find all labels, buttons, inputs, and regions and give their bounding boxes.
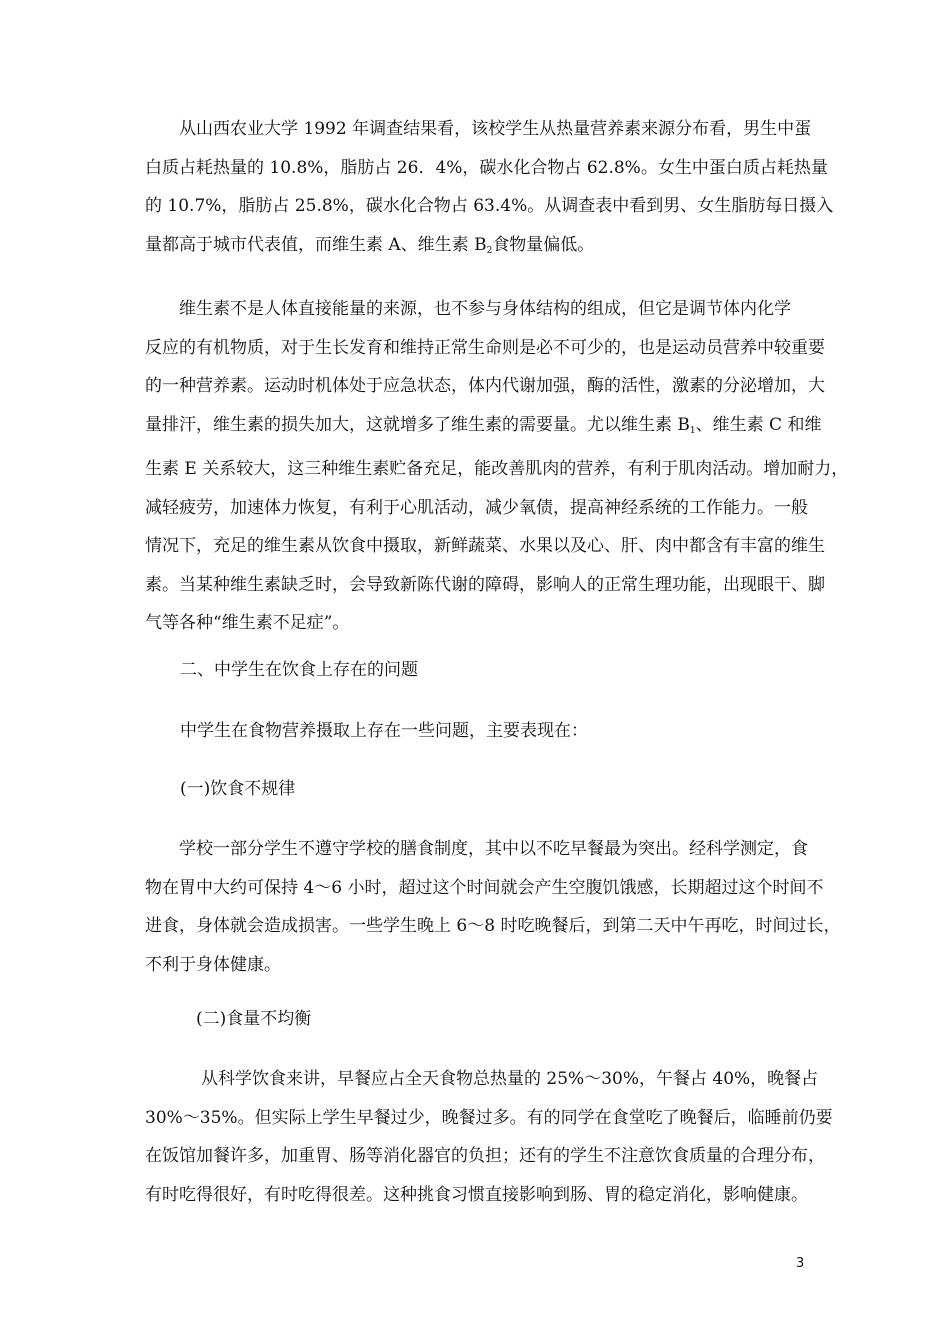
text-line: 物在胃中大约可保持 4～6 小时，超过这个时间就会产生空腹饥饿感，长期超过这个时间不 xyxy=(145,877,824,898)
text-line: 减轻疲劳，加速体力恢复，有利于心肌活动，减少氧债，提高神经系统的工作能力。一般 xyxy=(145,497,808,518)
text-span: 、维生素 C 和维 xyxy=(695,414,822,435)
paragraph-vitamins xyxy=(145,290,849,643)
text-line: 在饭馆加餐许多，加重胃、肠等消化器官的负担；还有的学生不注意饮食质量的合理分布， xyxy=(145,1146,825,1166)
text-span: 量都高于城市代表值，而维生素 A、维生素 B xyxy=(145,234,487,255)
section-heading: 二、中学生在饮食上存在的问题 xyxy=(180,660,418,680)
text-line: 的一种营养素。运动时机体处于应急状态，体内代谢加强，酶的活性，激素的分泌增加，大 xyxy=(145,376,825,396)
paragraph-irregular-diet xyxy=(145,830,841,984)
text-line xyxy=(145,226,807,271)
text-span: 食物量偏低。 xyxy=(492,234,595,255)
text-line: 不利于身体健康。 xyxy=(145,954,281,975)
text-line: 进食，身体就会造成损害。一些学生晚上 6～8 时吃晚餐后，到第二天中午再吃，时间过长， xyxy=(145,916,841,936)
subscript: 2 xyxy=(486,245,493,256)
text-span: 量排汗，维生素的损失加大，这就增多了维生素的需要量。尤以维生素 B xyxy=(145,414,690,435)
paragraph-unbalanced-diet xyxy=(145,1060,833,1214)
text-line: 白质占耗热量的 10.8%，脂肪占 26．4%，碳水化合物占 62.8%。女生中蛋白质占耗热量 xyxy=(145,157,828,178)
subsection-heading: (一)饮食不规律 xyxy=(180,779,296,799)
text-line: 生素 E 关系较大，这三种维生素贮备充足，能改善肌肉的营养，有利于肌肉活动。增加耐力， xyxy=(145,459,849,479)
text-line: 情况下，充足的维生素从饮食中摄取，新鲜蔬菜、水果以及心、肝、肉中都含有丰富的维生 xyxy=(145,536,825,556)
text-line: 从山西农业大学 1992 年调查结果看，该校学生从热量营养素来源分布看，男生中蛋 xyxy=(179,119,812,139)
page-number: 3 xyxy=(796,1256,805,1271)
text-line: 反应的有机物质，对于生长发育和维持正常生命则是必不可少的，也是运动员营养中较重要 xyxy=(145,337,825,358)
text-line: 从科学饮食来讲，早餐应占全天食物总热量的 25%～30%，午餐占 40%，晚餐占 xyxy=(201,1069,819,1089)
text-line: 的 10.7%，脂肪占 25.8%，碳水化合物占 63.4%。从调查表中看到男、女生脂肪每日摄入 xyxy=(145,196,834,216)
text-line: 维生素不是人体直接能量的来源，也不参与身体结构的组成，但它是调节体内化学 xyxy=(179,299,791,319)
text-line: 30%～35%。但实际上学生早餐过少，晚餐过多。有的同学在食堂吃了晚餐后，临睡前仍要 xyxy=(145,1107,833,1128)
text-line: 有时吃得很好，有时吃得很差。这种挑食习惯直接影响到肠、胃的稳定消化，影响健康。 xyxy=(145,1184,808,1205)
text-line: 气等各种“维生素不足症”。 xyxy=(145,613,350,633)
subscript: 1 xyxy=(689,425,696,436)
text-line: 素。当某种维生素缺乏时，会导致新陈代谢的障碍，影响人的正常生理功能，出现眼干、脚 xyxy=(145,574,825,595)
subsection-heading: (二)食量不均衡 xyxy=(196,1009,312,1029)
text-line xyxy=(145,406,822,451)
text-line: 学校一部分学生不遵守学校的膳食制度，其中以不吃早餐最为突出。经科学测定，食 xyxy=(179,839,808,859)
section-intro: 中学生在食物营养摄取上存在一些问题，主要表现在： xyxy=(180,721,588,741)
paragraph-survey xyxy=(145,110,834,270)
